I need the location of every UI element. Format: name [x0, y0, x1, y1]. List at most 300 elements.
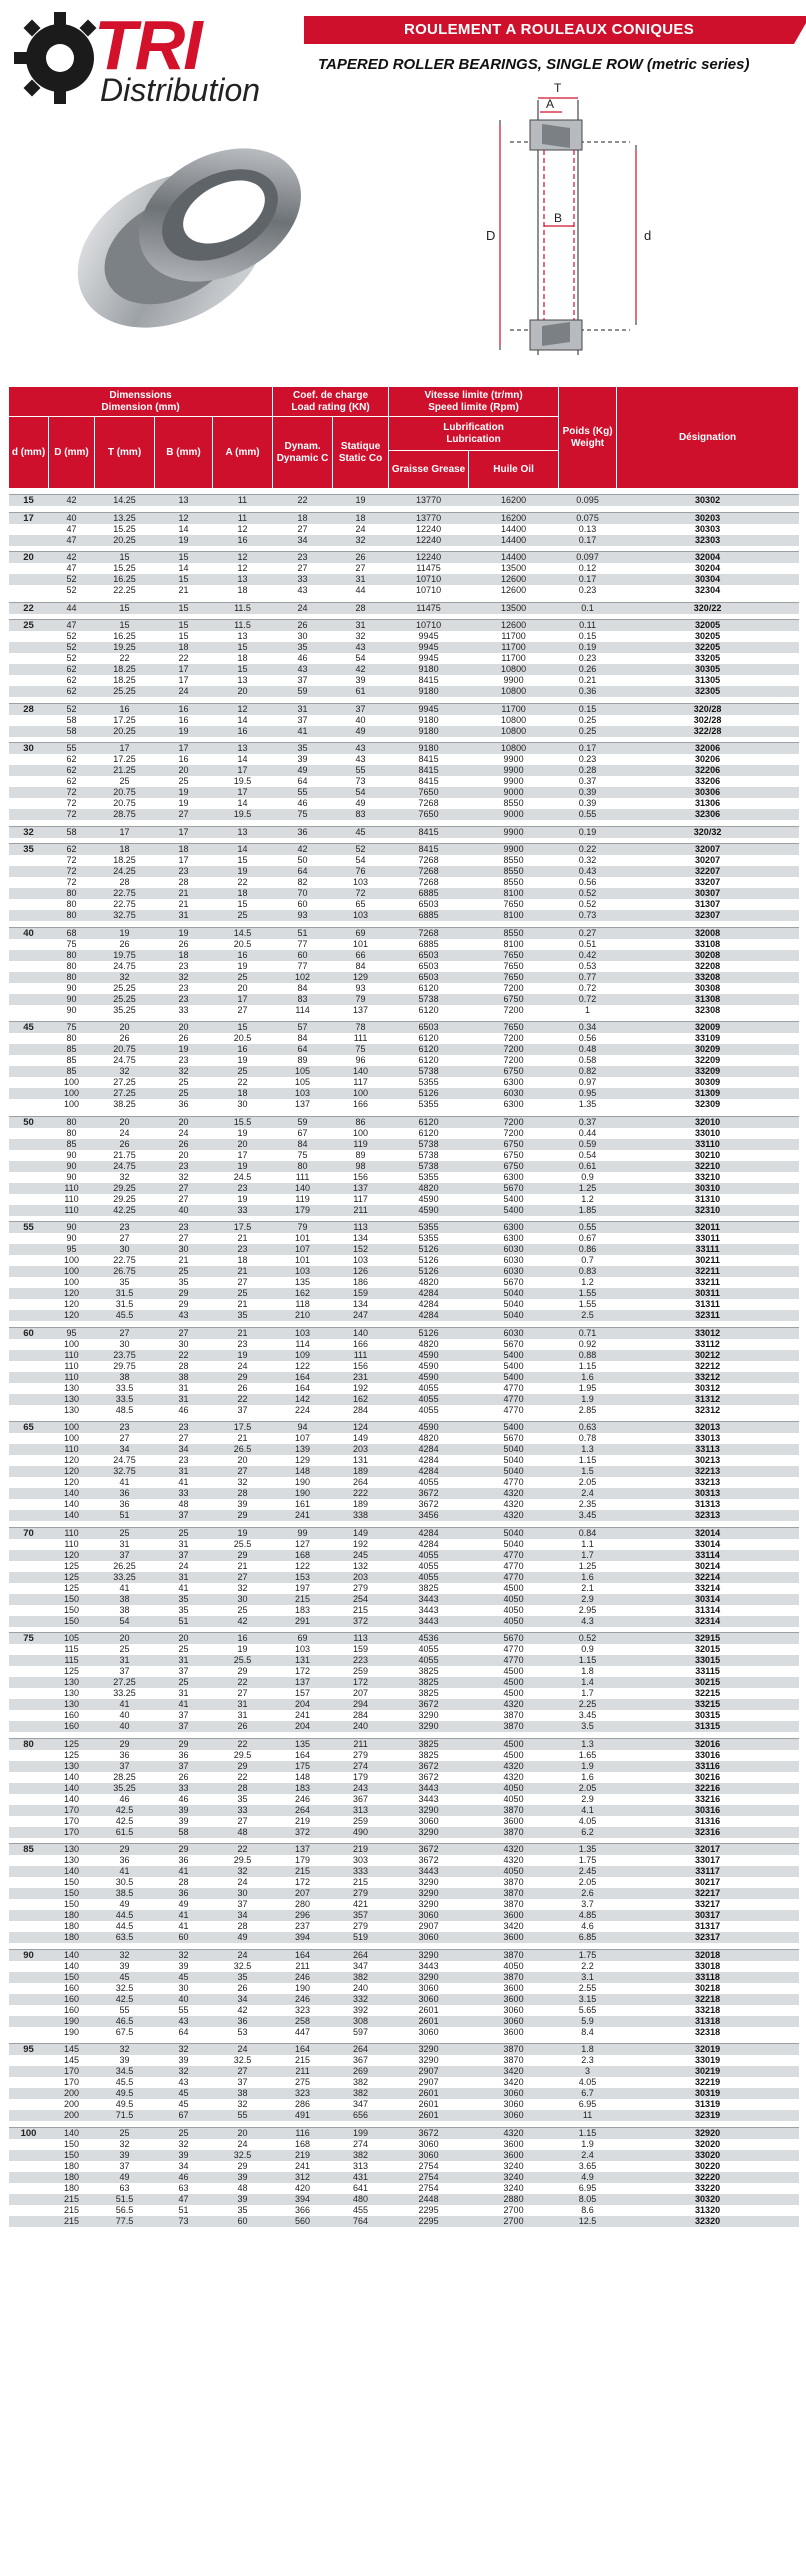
cell-grease: 5355 — [389, 1077, 469, 1088]
cell-designation: 30313 — [617, 1488, 799, 1499]
cell-A: 25 — [213, 1066, 273, 1077]
cell-static: 240 — [333, 1721, 389, 1732]
cell-B: 35 — [155, 1277, 213, 1288]
cell-grease: 12240 — [389, 524, 469, 535]
cell-d — [9, 1866, 49, 1877]
cell-oil: 3060 — [469, 2099, 559, 2110]
cell-d — [9, 1783, 49, 1794]
cell-dynamic: 241 — [273, 2161, 333, 2172]
cell-B: 23 — [155, 1161, 213, 1172]
cell-T: 32 — [95, 2139, 155, 2150]
cell-A: 13 — [213, 574, 273, 585]
cell-D: 140 — [49, 1949, 95, 1961]
cell-T: 32 — [95, 972, 155, 983]
cell-dynamic: 366 — [273, 2205, 333, 2216]
cell-T: 25.25 — [95, 994, 155, 1005]
cell-B: 28 — [155, 1877, 213, 1888]
cell-weight: 1.15 — [559, 2127, 617, 2139]
cell-static: 98 — [333, 1161, 389, 1172]
cell-D: 110 — [49, 1350, 95, 1361]
cell-B: 25 — [155, 1088, 213, 1099]
cell-B: 49 — [155, 1899, 213, 1910]
table-row — [9, 765, 799, 776]
cell-grease: 7268 — [389, 798, 469, 809]
cell-weight: 3.15 — [559, 1994, 617, 2005]
cell-T: 16 — [95, 703, 155, 715]
cell-oil: 7200 — [469, 1116, 559, 1128]
cell-oil: 11700 — [469, 642, 559, 653]
cell-weight: 2.05 — [559, 1877, 617, 1888]
table-row — [9, 1932, 799, 1943]
cell-weight: 1.85 — [559, 1205, 617, 1216]
table-row — [9, 961, 799, 972]
cell-A: 42 — [213, 1616, 273, 1627]
cell-d — [9, 1761, 49, 1772]
cell-A: 34 — [213, 1994, 273, 2005]
table-row — [9, 754, 799, 765]
cell-B: 37 — [155, 1761, 213, 1772]
cell-D: 52 — [49, 642, 95, 653]
cell-D: 160 — [49, 1983, 95, 1994]
cell-D: 90 — [49, 1161, 95, 1172]
header-speed-limit: Vitesse limite (tr/mn) Speed limite (Rpm) — [389, 387, 559, 417]
cell-A: 17 — [213, 994, 273, 1005]
cell-A: 33 — [213, 1205, 273, 1216]
cell-static: 490 — [333, 1827, 389, 1838]
cell-designation: 32209 — [617, 1055, 799, 1066]
cell-T: 51.5 — [95, 2194, 155, 2205]
cell-d — [9, 961, 49, 972]
cell-oil: 4500 — [469, 1666, 559, 1677]
cell-A: 30 — [213, 1594, 273, 1605]
cell-static: 279 — [333, 1583, 389, 1594]
cell-grease: 3672 — [389, 1761, 469, 1772]
cell-dynamic: 241 — [273, 1510, 333, 1521]
cell-d — [9, 983, 49, 994]
cell-weight: 0.37 — [559, 1116, 617, 1128]
cell-oil: 3420 — [469, 2077, 559, 2088]
cell-d — [9, 1205, 49, 1216]
cell-static: 137 — [333, 1183, 389, 1194]
cell-B: 14 — [155, 563, 213, 574]
cell-B: 30 — [155, 1339, 213, 1350]
cell-B: 31 — [155, 1688, 213, 1699]
cell-designation: 32213 — [617, 1466, 799, 1477]
cell-D: 47 — [49, 563, 95, 574]
cell-weight: 0.9 — [559, 1644, 617, 1655]
cell-B: 48 — [155, 1499, 213, 1510]
cell-B: 28 — [155, 877, 213, 888]
cell-B: 39 — [155, 2055, 213, 2066]
cell-weight: 0.72 — [559, 994, 617, 1005]
cell-weight: 1.6 — [559, 1572, 617, 1583]
cell-B: 19 — [155, 726, 213, 737]
cell-B: 20 — [155, 765, 213, 776]
cell-designation: 33010 — [617, 1128, 799, 1139]
cell-static: 264 — [333, 1949, 389, 1961]
cell-oil: 5670 — [469, 1633, 559, 1645]
cell-B: 31 — [155, 1466, 213, 1477]
cell-dynamic: 35 — [273, 642, 333, 653]
cell-D: 200 — [49, 2088, 95, 2099]
cell-weight: 2.45 — [559, 1866, 617, 1877]
cell-designation: 31308 — [617, 994, 799, 1005]
cell-oil: 3870 — [469, 1972, 559, 1983]
cell-oil: 12600 — [469, 620, 559, 632]
cell-oil: 3600 — [469, 1932, 559, 1943]
cell-B: 27 — [155, 809, 213, 820]
cell-A: 21 — [213, 1299, 273, 1310]
cell-grease: 3290 — [389, 1805, 469, 1816]
bearing-photo — [60, 120, 330, 340]
cell-static: 162 — [333, 1394, 389, 1405]
cell-grease: 8415 — [389, 675, 469, 686]
cell-A: 32 — [213, 1583, 273, 1594]
cell-weight: 0.23 — [559, 585, 617, 596]
cell-designation: 33214 — [617, 1583, 799, 1594]
cell-d — [9, 1088, 49, 1099]
cell-oil: 3240 — [469, 2161, 559, 2172]
cell-T: 25 — [95, 2127, 155, 2139]
cell-weight: 2.9 — [559, 1794, 617, 1805]
cell-oil: 6750 — [469, 1066, 559, 1077]
cell-D: 80 — [49, 910, 95, 921]
cell-B: 39 — [155, 1805, 213, 1816]
cell-D: 110 — [49, 1444, 95, 1455]
header-dimensions: Dimenssions Dimension (mm) — [9, 387, 273, 417]
cell-D: 52 — [49, 574, 95, 585]
cell-designation: 30205 — [617, 631, 799, 642]
cell-B: 32 — [155, 2066, 213, 2077]
cell-dynamic: 119 — [273, 1194, 333, 1205]
cell-grease: 3672 — [389, 1499, 469, 1510]
cell-oil: 7200 — [469, 1033, 559, 1044]
cell-T: 27.25 — [95, 1677, 155, 1688]
cell-B: 51 — [155, 2205, 213, 2216]
cell-static: 52 — [333, 844, 389, 856]
cell-T: 39 — [95, 2055, 155, 2066]
cell-oil: 3870 — [469, 1899, 559, 1910]
cell-D: 100 — [49, 1277, 95, 1288]
cell-A: 21 — [213, 1433, 273, 1444]
cell-oil: 8100 — [469, 939, 559, 950]
cell-weight: 0.63 — [559, 1422, 617, 1434]
table-row — [9, 1172, 799, 1183]
cell-oil: 5040 — [469, 1288, 559, 1299]
cell-static: 245 — [333, 1550, 389, 1561]
cell-oil: 13500 — [469, 602, 559, 614]
cell-static: 156 — [333, 1172, 389, 1183]
cell-B: 67 — [155, 2110, 213, 2121]
brand-logo — [14, 6, 284, 106]
cell-oil: 4500 — [469, 1677, 559, 1688]
cell-T: 55 — [95, 2005, 155, 2016]
cell-T: 51 — [95, 1510, 155, 1521]
cell-designation: 32320 — [617, 2216, 799, 2227]
cell-d — [9, 1183, 49, 1194]
cell-B: 17 — [155, 826, 213, 838]
cell-static: 45 — [333, 826, 389, 838]
cell-D: 52 — [49, 631, 95, 642]
cell-static: 93 — [333, 983, 389, 994]
cell-dynamic: 148 — [273, 1466, 333, 1477]
cell-static: 28 — [333, 602, 389, 614]
cell-static: 113 — [333, 1633, 389, 1645]
cell-D: 120 — [49, 1550, 95, 1561]
cell-oil: 2700 — [469, 2216, 559, 2227]
cell-T: 30 — [95, 1339, 155, 1350]
cell-weight: 0.44 — [559, 1128, 617, 1139]
cell-oil: 2880 — [469, 2194, 559, 2205]
cell-d — [9, 1721, 49, 1732]
cell-d — [9, 1750, 49, 1761]
cell-T: 19 — [95, 927, 155, 939]
cell-static: 159 — [333, 1288, 389, 1299]
cell-A: 21 — [213, 1266, 273, 1277]
cell-T: 22.75 — [95, 899, 155, 910]
cell-dynamic: 246 — [273, 1972, 333, 1983]
cell-weight: 8.6 — [559, 2205, 617, 2216]
cell-A: 53 — [213, 2027, 273, 2038]
cell-d — [9, 776, 49, 787]
cell-D: 130 — [49, 1677, 95, 1688]
table-row — [9, 1383, 799, 1394]
cell-d — [9, 1677, 49, 1688]
cell-weight: 2.4 — [559, 2150, 617, 2161]
cell-weight: 2.85 — [559, 1405, 617, 1416]
cell-D: 130 — [49, 1761, 95, 1772]
cell-designation: 32011 — [617, 1222, 799, 1234]
cell-A: 27 — [213, 1572, 273, 1583]
cell-D: 44 — [49, 602, 95, 614]
cell-T: 22.25 — [95, 585, 155, 596]
cell-static: 186 — [333, 1277, 389, 1288]
cell-D: 100 — [49, 1088, 95, 1099]
brand-name-top: TRI — [94, 6, 201, 84]
cell-static: 149 — [333, 1433, 389, 1444]
cell-T: 44.5 — [95, 1921, 155, 1932]
cell-T: 20 — [95, 1022, 155, 1034]
cell-dynamic: 60 — [273, 899, 333, 910]
cell-dynamic: 157 — [273, 1688, 333, 1699]
cell-D: 105 — [49, 1633, 95, 1645]
cell-dynamic: 105 — [273, 1077, 333, 1088]
cell-oil: 4320 — [469, 1772, 559, 1783]
cell-static: 189 — [333, 1466, 389, 1477]
cell-static: 333 — [333, 1866, 389, 1877]
cell-designation: 30215 — [617, 1677, 799, 1688]
cell-T: 17.25 — [95, 715, 155, 726]
cell-B: 16 — [155, 754, 213, 765]
cell-static: 597 — [333, 2027, 389, 2038]
cell-designation: 32212 — [617, 1361, 799, 1372]
cell-D: 100 — [49, 1266, 95, 1277]
cell-oil: 3870 — [469, 2044, 559, 2056]
cell-oil: 4320 — [469, 1488, 559, 1499]
cell-dynamic: 224 — [273, 1405, 333, 1416]
cell-oil: 12600 — [469, 585, 559, 596]
cell-D: 150 — [49, 1877, 95, 1888]
cell-D: 62 — [49, 754, 95, 765]
cell-dynamic: 219 — [273, 2150, 333, 2161]
table-row — [9, 983, 799, 994]
cell-dynamic: 241 — [273, 1710, 333, 1721]
cell-dynamic: 204 — [273, 1699, 333, 1710]
header-B: B (mm) — [155, 417, 213, 489]
cell-d — [9, 899, 49, 910]
cell-grease: 2601 — [389, 2088, 469, 2099]
cell-d — [9, 809, 49, 820]
cell-designation: 30217 — [617, 1877, 799, 1888]
cell-T: 15.25 — [95, 524, 155, 535]
cell-grease: 6120 — [389, 1044, 469, 1055]
cell-designation: 32015 — [617, 1644, 799, 1655]
cell-dynamic: 26 — [273, 620, 333, 632]
cell-dynamic: 67 — [273, 1128, 333, 1139]
cell-A: 18 — [213, 1088, 273, 1099]
cell-d — [9, 2172, 49, 2183]
cell-static: 43 — [333, 642, 389, 653]
cell-d: 22 — [9, 602, 49, 614]
cell-d — [9, 1139, 49, 1150]
cell-oil: 5040 — [469, 1455, 559, 1466]
cell-designation: 33212 — [617, 1372, 799, 1383]
cell-d — [9, 642, 49, 653]
cell-A: 27 — [213, 1277, 273, 1288]
table-row — [9, 1161, 799, 1172]
cell-d — [9, 1961, 49, 1972]
cell-A: 14.5 — [213, 927, 273, 939]
table-row — [9, 1644, 799, 1655]
cell-d — [9, 1005, 49, 1016]
cell-dynamic: 175 — [273, 1761, 333, 1772]
cell-grease: 4055 — [389, 1561, 469, 1572]
cell-designation: 33108 — [617, 939, 799, 950]
cell-dynamic: 172 — [273, 1666, 333, 1677]
cell-d — [9, 1772, 49, 1783]
cell-A: 25 — [213, 1605, 273, 1616]
cell-dynamic: 210 — [273, 1310, 333, 1321]
cell-oil: 3870 — [469, 1805, 559, 1816]
cell-static: 32 — [333, 631, 389, 642]
cell-d — [9, 1910, 49, 1921]
cell-grease: 4055 — [389, 1394, 469, 1405]
cell-A: 16 — [213, 535, 273, 546]
cell-d — [9, 1827, 49, 1838]
cell-d — [9, 1488, 49, 1499]
cell-D: 170 — [49, 1827, 95, 1838]
header-dynamic: Dynam. Dynamic C — [273, 417, 333, 489]
cell-oil: 4770 — [469, 1644, 559, 1655]
cell-B: 36 — [155, 1888, 213, 1899]
cell-grease: 6503 — [389, 972, 469, 983]
cell-static: 382 — [333, 2150, 389, 2161]
cell-designation: 30307 — [617, 888, 799, 899]
cell-D: 190 — [49, 2016, 95, 2027]
cell-dynamic: 168 — [273, 1550, 333, 1561]
cell-designation: 30211 — [617, 1255, 799, 1266]
cell-B: 25 — [155, 2127, 213, 2139]
cell-T: 31.5 — [95, 1299, 155, 1310]
diagram-label-t: T — [554, 81, 562, 95]
cell-weight: 1.35 — [559, 1099, 617, 1110]
cell-designation: 30320 — [617, 2194, 799, 2205]
cell-oil: 3870 — [469, 1949, 559, 1961]
cell-T: 23 — [95, 1222, 155, 1234]
cell-static: 66 — [333, 950, 389, 961]
table-row — [9, 1710, 799, 1721]
cell-B: 40 — [155, 1205, 213, 1216]
cell-static: 455 — [333, 2205, 389, 2216]
cell-oil: 6750 — [469, 994, 559, 1005]
cell-oil: 3060 — [469, 2088, 559, 2099]
cell-designation: 30208 — [617, 950, 799, 961]
cell-d: 55 — [9, 1222, 49, 1234]
cell-designation: 33014 — [617, 1539, 799, 1550]
cell-D: 100 — [49, 1433, 95, 1444]
table-row — [9, 1044, 799, 1055]
cell-grease: 4284 — [389, 1299, 469, 1310]
table-row — [9, 653, 799, 664]
cell-d: 30 — [9, 743, 49, 755]
cell-B: 46 — [155, 1405, 213, 1416]
table-row — [9, 1877, 799, 1888]
cell-A: 24 — [213, 2044, 273, 2056]
cell-d — [9, 1583, 49, 1594]
cell-A: 17 — [213, 1150, 273, 1161]
cell-static: 27 — [333, 563, 389, 574]
cell-A: 30 — [213, 1888, 273, 1899]
cell-grease: 3060 — [389, 2139, 469, 2150]
cell-oil: 9900 — [469, 844, 559, 856]
cell-grease: 4590 — [389, 1422, 469, 1434]
cell-D: 90 — [49, 983, 95, 994]
table-row — [9, 1466, 799, 1477]
cell-designation: 33216 — [617, 1794, 799, 1805]
cell-grease: 3443 — [389, 1866, 469, 1877]
cell-weight: 4.05 — [559, 1816, 617, 1827]
cell-grease: 3290 — [389, 1877, 469, 1888]
cell-weight: 2.95 — [559, 1605, 617, 1616]
cell-static: 140 — [333, 1327, 389, 1339]
cell-d — [9, 585, 49, 596]
cell-weight: 0.56 — [559, 1033, 617, 1044]
cell-B: 41 — [155, 1910, 213, 1921]
cell-oil: 9000 — [469, 809, 559, 820]
cell-B: 26 — [155, 939, 213, 950]
cell-grease: 3290 — [389, 2055, 469, 2066]
header-D: D (mm) — [49, 417, 95, 489]
cell-grease: 9945 — [389, 653, 469, 664]
table-row — [9, 1099, 799, 1110]
table-row — [9, 726, 799, 737]
cell-oil: 11700 — [469, 703, 559, 715]
cell-dynamic: 80 — [273, 1161, 333, 1172]
cell-D: 72 — [49, 809, 95, 820]
cell-dynamic: 164 — [273, 1372, 333, 1383]
cell-A: 31 — [213, 1710, 273, 1721]
cell-designation: 31316 — [617, 1816, 799, 1827]
cell-T: 38 — [95, 1605, 155, 1616]
cell-designation: 32311 — [617, 1310, 799, 1321]
cell-d — [9, 2139, 49, 2150]
cell-D: 130 — [49, 1844, 95, 1856]
cell-d — [9, 1710, 49, 1721]
cell-D: 130 — [49, 1394, 95, 1405]
cell-weight: 1.15 — [559, 1655, 617, 1666]
cell-dynamic: 183 — [273, 1605, 333, 1616]
cell-B: 37 — [155, 1666, 213, 1677]
